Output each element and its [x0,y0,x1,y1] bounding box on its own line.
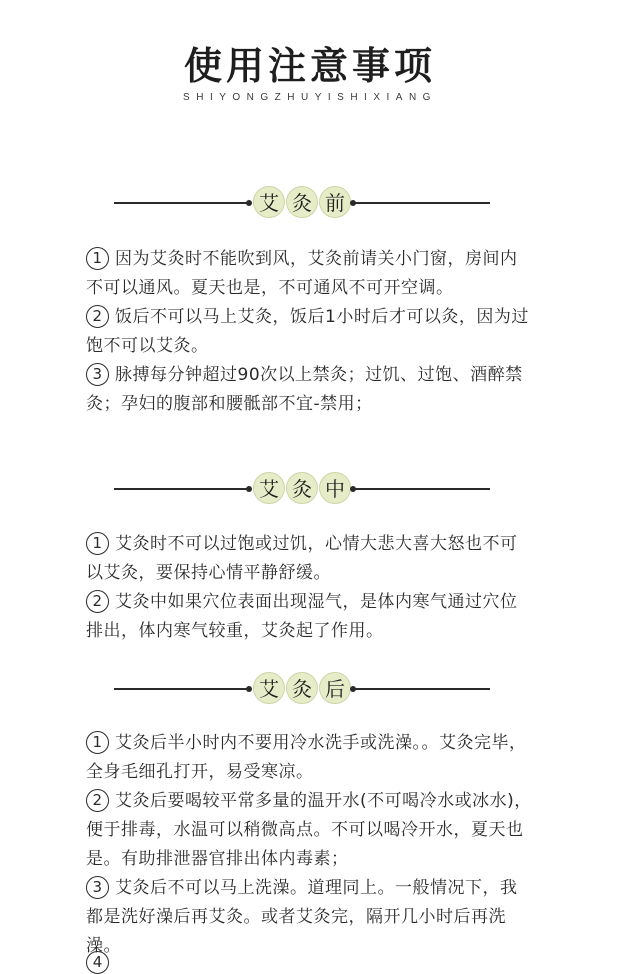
item-number: 1 [86,532,109,555]
item-text: 饭后不可以马上艾灸，饭后1小时后才可以灸，因为过饱不可以艾灸。 [86,307,529,356]
section-title-char: 灸 [286,472,318,504]
item-number: 1 [86,247,109,270]
list-item [86,245,532,303]
section-body-before [86,245,532,419]
divider-line [353,488,490,490]
item-text: 艾灸中如果穴位表面出现湿气，是体内寒气通过穴位排出，体内寒气较重，艾灸起了作用。 [86,592,518,641]
divider-line [114,688,248,690]
list-item [86,787,532,874]
list-item [86,530,532,588]
section-title-char: 艾 [253,472,285,504]
section-title-char: 后 [319,672,351,704]
list-item [86,874,532,961]
section-body-after [86,729,532,961]
item-number: 1 [86,731,109,754]
section-title-char: 灸 [286,672,318,704]
section-header-before [0,183,620,223]
divider-dot [246,486,252,492]
item-number: 2 [86,590,109,613]
divider-dot [246,200,252,206]
item-number: 3 [86,876,109,899]
item-text: 艾灸后不可以马上洗澡。道理同上。一般情况下，我都是洗好澡后再艾灸。或者艾灸完，隔开几小时后再洗澡。 [86,878,518,956]
item-text: 艾灸后要喝较平常多量的温开水(不可喝冷水或冰水)，便于排毒，水温可以稍微高点。不可以喝冷开水，夏天也是。有助排泄器官排出体内毒素； [86,791,532,869]
divider-line [114,488,248,490]
divider-line [353,688,490,690]
page-title: 使用注意事项 [183,44,436,88]
list-item [86,588,532,646]
item-text: 脉搏每分钟超过90次以上禁灸；过饥、过饱、酒醉禁灸；孕妇的腹部和腰骶部不宜-禁用； [86,365,523,414]
item-text: 艾灸后半小时内不要用冷水洗手或洗澡。。艾灸完毕，全身毛细孔打开，易受寒凉。 [86,733,527,782]
section-title-char: 前 [319,186,351,218]
divider-line [114,202,248,204]
section-body-during [86,530,532,646]
item-number: 2 [86,789,109,812]
divider-line [353,202,490,204]
item-number: 3 [86,363,109,386]
divider-dot [246,686,252,692]
list-item [86,361,532,419]
page-header [0,42,620,103]
list-item [86,729,532,787]
section-title-char: 中 [319,472,351,504]
section-title-char: 艾 [253,186,285,218]
list-item [86,303,532,361]
item-text: 艾灸时不可以过饱或过饥，心情大悲大喜大怒也不可以艾灸，要保持心情平静舒缓。 [86,534,518,583]
page-subtitle: SHIYONGZHUYISHIXIANG [183,92,437,103]
cutoff-list-item [86,951,486,971]
item-number: 2 [86,305,109,328]
item-number: 4 [86,951,109,974]
section-header-after [0,669,620,709]
section-title-char: 灸 [286,186,318,218]
section-title-char: 艾 [253,672,285,704]
section-header-during [0,469,620,509]
item-text: 因为艾灸时不能吹到风，艾灸前请关小门窗，房间内不可以通风。夏天也是，不可通风不可开空调。 [86,249,518,298]
